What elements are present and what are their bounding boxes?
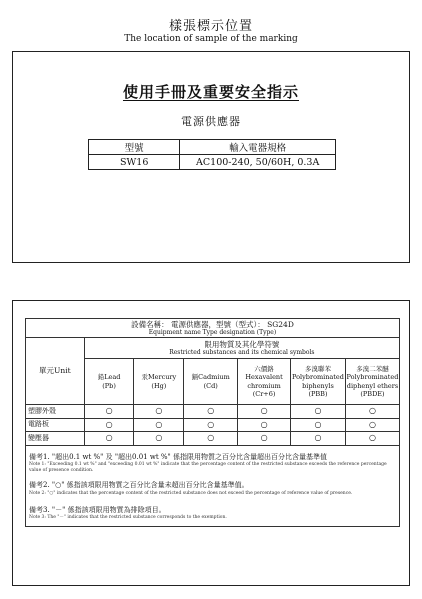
compliance-mark: ○: [345, 418, 399, 432]
equipment-name-en: Equipment name Type designation (Type): [148, 328, 277, 336]
substance-hexavalent-chromium: 六價鉻 Hexavalent chromium (Cr+6): [238, 359, 291, 405]
note-2-zh: 備考2. "○" 係指該項限用物質之百分比含量未超出百分比含量基準值。: [29, 480, 249, 489]
substance-pbde: 多溴二苯醚 Polybrominated diphenyl ethers (PBDE): [345, 359, 399, 405]
spec-rating-value: AC100-240, 50/60H, 0.3A: [180, 155, 336, 170]
note-3-en: Note 3: The "－" indicates that the restricted substance corresponds to the exemption.: [29, 515, 227, 521]
substance-lead: 鉛Lead (Pb): [84, 359, 134, 405]
note-1-zh: 備考1. "超出0.1 wt %" 及 "超出0.01 wt %" 係指限用物質之百分比含量超出百分比含量基準值: [29, 452, 327, 461]
table-row: [26, 405, 400, 419]
compliance-mark: ○: [84, 418, 134, 432]
compliance-mark: ○: [184, 418, 238, 432]
unit-header: 單元Unit: [26, 338, 85, 405]
compliance-mark: ○: [134, 418, 184, 432]
rohs-table: [25, 318, 400, 527]
rohs-declaration-frame: [12, 300, 410, 586]
compliance-mark: ○: [184, 405, 238, 419]
spec-header-row: [89, 140, 336, 155]
note-1-en: Note 1: "Exceeding 0.1 wt %" and "exceeding 0.01 wt %" indicate that the percentage content of the restricted substance exceeds the reference percentage value of presence condition.: [29, 462, 387, 474]
compliance-mark: ○: [238, 418, 291, 432]
spec-value-row: [89, 155, 336, 170]
spec-model-value: SW16: [89, 155, 180, 170]
compliance-mark: ○: [238, 405, 291, 419]
spec-table: [88, 139, 336, 170]
part-label: 塑膠外殼: [26, 405, 85, 419]
part-label: 變壓器: [26, 432, 85, 446]
compliance-mark: ○: [84, 405, 134, 419]
substance-mercury: 汞Mercury (Hg): [134, 359, 184, 405]
restricted-substances-en: Restricted substances and its chemical symbols: [169, 348, 315, 356]
part-label: 電路板: [26, 418, 85, 432]
spec-header-model: 型號: [89, 140, 180, 155]
spec-header-rating: 輸入電器規格: [180, 140, 336, 155]
note-3-zh: 備考3. "－" 係指該項限用物質為排除項目。: [29, 505, 166, 514]
table-row: [26, 418, 400, 432]
note-2-en: Note 2: "○" indicates that the percentage content of the restricted substance does not exceed the percentage of reference value of presence.: [29, 490, 353, 496]
notes-row: [26, 445, 400, 527]
compliance-mark: ○: [134, 432, 184, 446]
marking-location-title-en: The location of sample of the marking: [124, 34, 298, 44]
manual-title: 使用手冊及重要安全指示: [122, 83, 299, 101]
compliance-mark: ○: [345, 405, 399, 419]
compliance-mark: ○: [238, 432, 291, 446]
restricted-substances-zh: 限用物質及其化學符號: [204, 339, 280, 349]
restricted-header-row: [26, 338, 400, 359]
compliance-mark: ○: [84, 432, 134, 446]
marking-location-title-zh: 樣張標示位置: [168, 19, 253, 34]
product-name: 電源供應器: [181, 115, 241, 128]
substance-pbb: 多溴聯苯 Polybrominated biphenyls (PBB): [291, 359, 346, 405]
compliance-mark: ○: [291, 432, 346, 446]
notes-cell: [26, 445, 400, 527]
table-row: [26, 432, 400, 446]
equipment-name-zh: 設備名稱： 電源供應器，型號（型式）： SG24D: [131, 319, 294, 329]
compliance-mark: ○: [134, 405, 184, 419]
compliance-mark: ○: [291, 418, 346, 432]
substance-cadmium: 鎘Cadmium (Cd): [184, 359, 238, 405]
manual-cover-frame: [12, 51, 410, 263]
compliance-mark: ○: [291, 405, 346, 419]
compliance-mark: ○: [184, 432, 238, 446]
equipment-row: [26, 319, 400, 338]
compliance-mark: ○: [345, 432, 399, 446]
